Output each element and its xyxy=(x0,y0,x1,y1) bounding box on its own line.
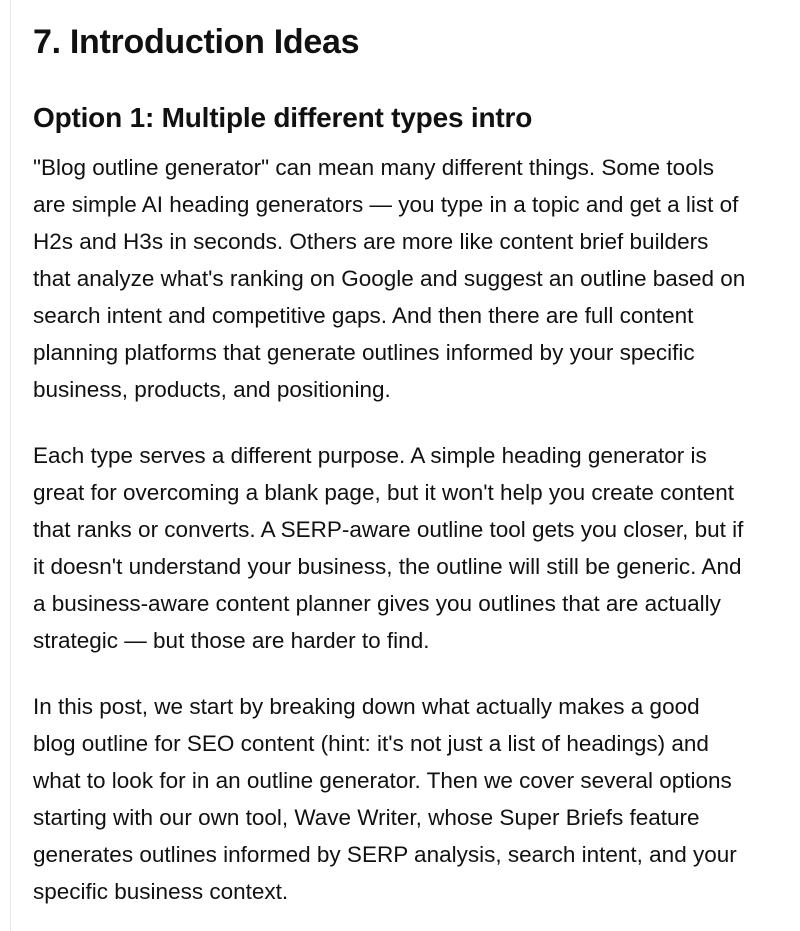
paragraph-line: "Blog outline generator" can mean many different things. Some tools xyxy=(33,155,714,180)
paragraph-2 xyxy=(33,437,743,659)
paragraph-line: In this post, we start by breaking down what actually makes a good xyxy=(33,694,700,719)
left-border xyxy=(10,0,11,931)
paragraph-line: strategic — but those are harder to find. xyxy=(33,628,430,653)
paragraph-3 xyxy=(33,688,737,910)
paragraph-line: specific business context. xyxy=(33,879,289,904)
paragraph-line: H2s and H3s in seconds. Others are more like content brief builders xyxy=(33,229,709,254)
paragraph-line: generates outlines informed by SERP analysis, search intent, and your xyxy=(33,842,737,867)
paragraph-1 xyxy=(33,149,745,408)
paragraph-line: it doesn't understand your business, the outline will still be generic. And xyxy=(33,554,742,579)
paragraph-line: that analyze what's ranking on Google and suggest an outline based on xyxy=(33,266,746,291)
paragraph-line: a business-aware content planner gives you outlines that are actually xyxy=(33,591,721,616)
paragraph-line: blog outline for SEO content (hint: it's not just a list of headings) and xyxy=(33,731,709,756)
section-title: 7. Introduction Ideas xyxy=(33,23,360,61)
paragraph-line: business, products, and positioning. xyxy=(33,377,391,402)
paragraph-line: search intent and competitive gaps. And then there are full content xyxy=(33,303,694,328)
paragraph-line: starting with our own tool, Wave Writer, whose Super Briefs feature xyxy=(33,805,700,830)
paragraph-line: great for overcoming a blank page, but it won't help you create content xyxy=(33,480,734,505)
paragraph-line: that ranks or converts. A SERP-aware outline tool gets you closer, but if xyxy=(33,517,744,542)
paragraph-line: planning platforms that generate outlines informed by your specific xyxy=(33,340,695,365)
paragraph-line: what to look for in an outline generator. Then we cover several options xyxy=(33,768,732,793)
paragraph-line: are simple AI heading generators — you type in a topic and get a list of xyxy=(33,192,739,217)
option-heading: Option 1: Multiple different types intro xyxy=(33,102,533,133)
paragraph-line: Each type serves a different purpose. A simple heading generator is xyxy=(33,443,707,468)
